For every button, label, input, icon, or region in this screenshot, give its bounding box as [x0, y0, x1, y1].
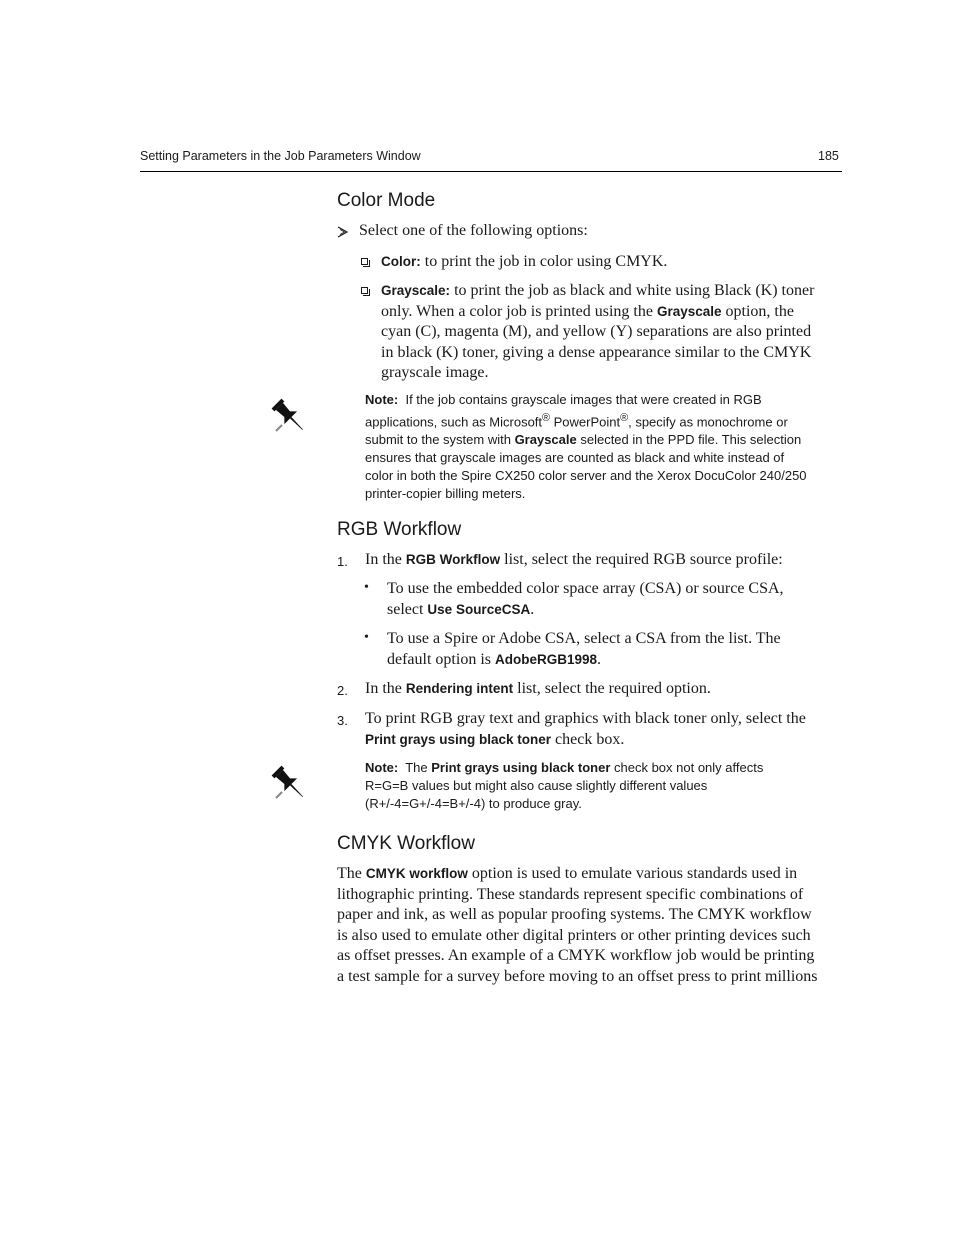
step-1: [365, 550, 783, 571]
step-text: In the: [365, 680, 406, 697]
paragraph-text: a test sample for a survey before moving to an offset press to print millions: [337, 967, 818, 985]
note-text: applications, such as Microsoft: [365, 414, 543, 430]
note-text: , specify as monochrome or: [628, 414, 788, 430]
note-text: If the job contains grayscale images that were created in RGB: [405, 392, 762, 407]
square-bullet-icon: [361, 258, 368, 265]
step-number: 3.: [337, 713, 348, 728]
registered-mark: ®: [620, 412, 629, 424]
option-label: Grayscale:: [381, 283, 451, 298]
bullet-term: Use SourceCSA: [427, 601, 531, 617]
step-text: In the: [365, 551, 406, 568]
bullet-dot-icon: •: [364, 580, 369, 595]
step-text: list, select the required option.: [513, 680, 711, 697]
header-rule: [140, 171, 842, 172]
note-grayscale-rgb: [365, 391, 843, 503]
step-text: To print RGB gray text and graphics with black toner only, select the: [365, 710, 806, 727]
bullet-item-adobergb: [387, 629, 781, 670]
paragraph-text: lithographic printing. These standards represent specific combinations of: [337, 885, 804, 903]
note-text: check box not only affects: [610, 760, 764, 775]
running-header-title: Setting Parameters in the Job Parameters Window: [140, 149, 421, 163]
step-3: [365, 709, 806, 750]
note-text: (R+/-4=G+/-4=B+/-4) to produce gray.: [365, 796, 582, 811]
step-term: Rendering intent: [405, 681, 514, 696]
registered-mark: ®: [542, 412, 551, 424]
note-label: Note:: [365, 760, 399, 775]
bullet-text: select: [387, 600, 428, 618]
cmyk-paragraph: [337, 864, 818, 987]
option-label: Color:: [381, 254, 421, 269]
option-text: only. When a color job is printed using the: [381, 302, 657, 320]
step-term: RGB Workflow: [405, 552, 501, 567]
paragraph-text: option is used to emulate various standards used in: [467, 865, 798, 882]
note-text: PowerPoint: [550, 414, 621, 430]
step-text: list, select the required RGB source profile:: [500, 551, 783, 568]
option-text: to print the job as black and white using Black (K) toner: [450, 282, 815, 299]
bullet-term: AdobeRGB1998: [494, 651, 598, 667]
note-text: ensures that grayscale images are counted as black and white instead of: [365, 450, 785, 466]
option-text: in black (K) toner, giving a dense appearance similar to the CMYK: [381, 343, 812, 361]
option-text: cyan (C), magenta (M), and yellow (Y) separations are also printed: [381, 323, 812, 340]
step-number: 2.: [337, 683, 348, 698]
note-text: submit to the system with: [365, 432, 515, 448]
section-heading-rgb-workflow: RGB Workflow: [337, 519, 462, 540]
step-number: 1.: [337, 554, 348, 569]
note-term: Print grays using black toner: [431, 760, 611, 775]
option-color: [381, 252, 667, 273]
pushpin-note-icon: [268, 762, 312, 806]
note-text: printer-copier billing meters.: [365, 486, 526, 502]
option-text: to print the job in color using CMYK.: [420, 253, 668, 270]
option-term: Grayscale: [656, 303, 722, 319]
page-number: 185: [818, 149, 839, 163]
pushpin-note-icon: [268, 395, 312, 439]
paragraph-text: The: [337, 865, 366, 882]
note-print-grays: [365, 759, 843, 813]
arrow-bullet-icon: [337, 226, 348, 238]
bullet-dot-icon: •: [364, 630, 369, 645]
step-term: Print grays using black toner: [365, 731, 552, 747]
step-2: [365, 679, 711, 700]
section-heading-cmyk-workflow: CMYK Workflow: [337, 833, 475, 854]
instruction-text: Select one of the following options:: [359, 222, 588, 239]
paragraph-term: CMYK workflow: [365, 866, 468, 881]
bullet-text: .: [530, 600, 535, 618]
paragraph-text: paper and ink, as well as popular proofing systems. The CMYK workflow: [337, 906, 812, 923]
note-text: selected in the PPD file. This selection: [576, 432, 802, 448]
note-text: The: [405, 760, 432, 775]
section-heading-color-mode: Color Mode: [337, 190, 436, 211]
option-text: option, the: [721, 302, 794, 320]
option-text: grayscale image.: [381, 364, 489, 381]
note-label: Note:: [365, 392, 399, 407]
paragraph-text: is also used to emulate other digital printers or other printing devices such: [337, 926, 811, 944]
note-text: color in both the Spire CX250 color server and the Xerox DocuColor 240/250: [365, 468, 807, 484]
bullet-text: .: [597, 650, 602, 668]
option-grayscale: [381, 281, 814, 384]
bullet-text: To use a Spire or Adobe CSA, select a CSA from the list. The: [387, 630, 781, 647]
step-text: check box.: [551, 730, 625, 748]
note-text: R=G=B values but might also cause slightly different values: [365, 778, 708, 793]
bullet-text: default option is: [387, 650, 495, 668]
paragraph-text: as offset presses. An example of a CMYK workflow job would be printing: [337, 947, 815, 964]
bullet-text: To use the embedded color space array (CSA) or source CSA,: [387, 580, 784, 597]
note-term: Grayscale: [514, 432, 577, 448]
square-bullet-icon: [361, 287, 368, 294]
bullet-item-sourcecsa: [387, 579, 784, 620]
